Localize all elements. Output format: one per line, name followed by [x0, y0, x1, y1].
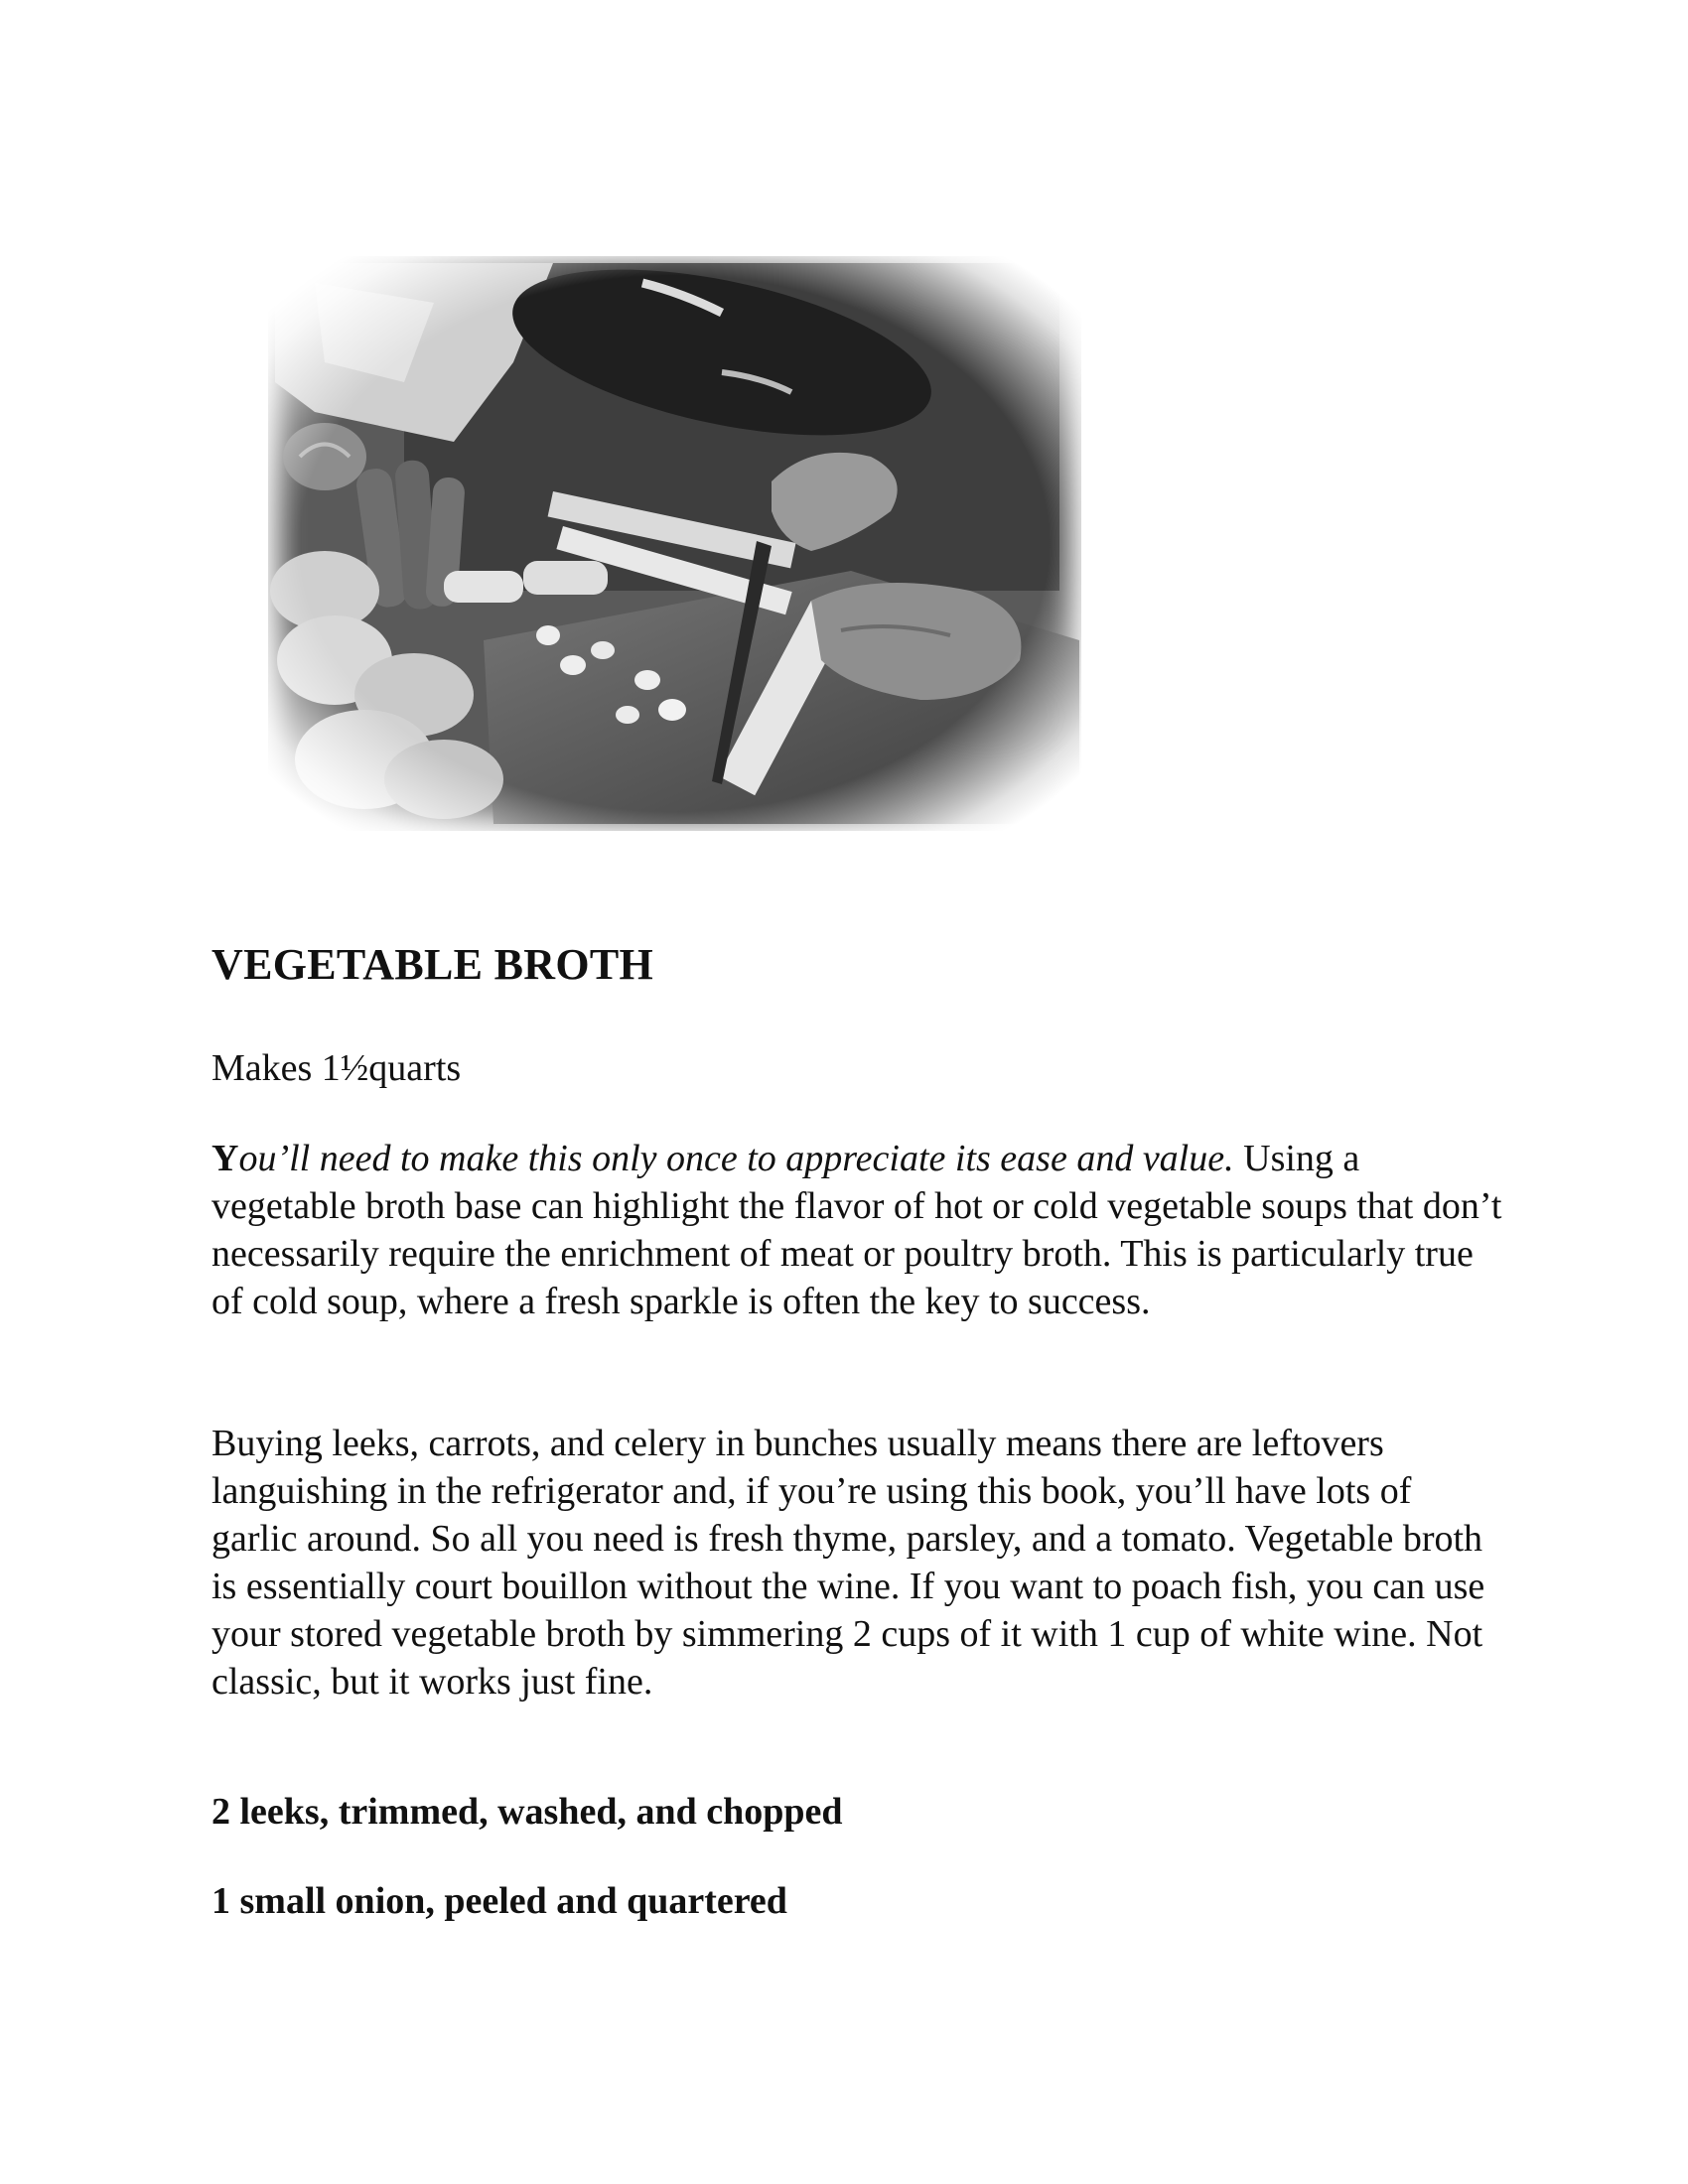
- intro-text: Using a vegetable broth base can highlight the flavor of hot or cold vegetable soups that don’t necessarily require the enrichment of meat or poultry broth. This is particularly true of cold soup, where a fresh sparkle is often the key to success.: [211, 1138, 1502, 1322]
- recipe-title: VEGETABLE BROTH: [211, 940, 654, 989]
- vegetables-chopping-photo: [255, 243, 1094, 844]
- drop-cap: Y: [211, 1138, 239, 1179]
- ingredient-item: 2 leeks, trimmed, washed, and chopped: [211, 1791, 843, 1833]
- ingredient-item: 1 small onion, peeled and quartered: [211, 1880, 787, 1922]
- recipe-yield: Makes 1½quarts: [211, 1047, 462, 1089]
- italic-lead: ou’ll need to make this only once to appreciate its ease and value.: [238, 1138, 1234, 1179]
- body-paragraph: Buying leeks, carrots, and celery in bunches usually means there are leftovers languishing in the refrigerator and, if you’re using this book, you’ll have lots of garlic around. So all you need is fresh thyme, parsley, and a tomato. Vegetable broth is essentially court bouillon without the wine. If you want to poach fish, you can use your stored vegetable broth by simmering 2 cups of it with 1 cup of white wine. Not classic, but it works just fine.: [211, 1423, 1485, 1703]
- intro-paragraph: [211, 1135, 1502, 1325]
